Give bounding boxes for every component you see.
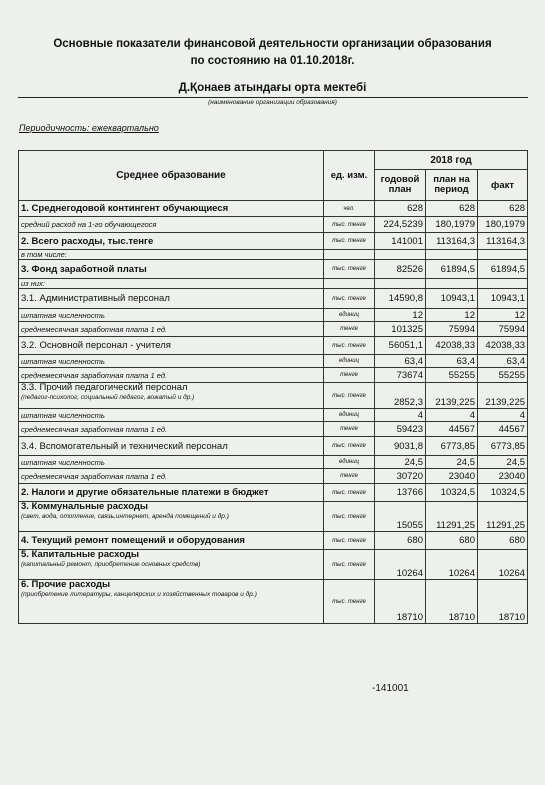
row-label [19,580,324,624]
row-period-plan: 10943,1 [426,289,478,309]
row-fact: 42038,33 [478,337,528,355]
row-label [19,233,324,250]
row-label [19,456,324,469]
row-unit: чел. [324,201,375,217]
row-label-text: 3. Фонд заработной платы [21,263,147,275]
row-annual-plan [375,250,426,260]
row-annual-plan: 628 [375,201,426,217]
header-period-plan: план на период [426,170,478,201]
row-label [19,201,324,217]
table-row [19,456,528,469]
title-line-1: Основные показатели финансовой деятельности организации образования [53,38,492,50]
row-fact: 680 [478,532,528,550]
row-fact: 75994 [478,322,528,337]
row-fact: 10943,1 [478,289,528,309]
row-fact: 11291,25 [478,502,528,532]
row-unit: единиц [324,355,375,368]
row-fact: 113164,3 [478,233,528,250]
row-period-plan: 628 [426,201,478,217]
row-label-text: 6. Прочие расходы [21,579,111,590]
row-label [19,322,324,337]
row-label-text: 5. Капитальные расходы [21,549,140,560]
row-label [19,289,324,309]
row-period-plan: 12 [426,309,478,322]
row-unit: тенге [324,422,375,437]
row-annual-plan: 56051,1 [375,337,426,355]
document-title [0,36,545,70]
row-period-plan: 24,5 [426,456,478,469]
row-note: (свет, вода, отопление, связь,интернет, аренда помещений и др.) [21,513,229,520]
row-label-text: 3.3. Прочий педагогический персонал [21,382,188,393]
row-unit: тыс. тенге [324,532,375,550]
table-body [19,201,528,624]
row-period-plan: 23040 [426,469,478,484]
row-fact: 63,4 [478,355,528,368]
row-label [19,550,324,580]
table-row [19,422,528,437]
row-fact: 2139,225 [478,383,528,409]
row-unit: тенге [324,368,375,383]
row-label [19,309,324,322]
row-annual-plan: 4 [375,409,426,422]
table-row [19,289,528,309]
row-period-plan: 4 [426,409,478,422]
row-period-plan [426,250,478,260]
row-label [19,217,324,233]
row-period-plan: 75994 [426,322,478,337]
row-note: (приобретение литературы, канцелярских и хозяйственных товаров и др.) [21,591,257,598]
table-row [19,580,528,624]
row-label-text: средний расход на 1-го обучающегося [21,220,157,229]
header-fact: факт [478,170,528,201]
header-year: 2018 год [375,151,528,170]
row-annual-plan: 59423 [375,422,426,437]
row-unit: единиц [324,309,375,322]
row-period-plan: 6773,85 [426,437,478,456]
row-label-text: штатная численность [21,457,105,467]
row-label-text: среднемесячная заработная плата 1 ед. [21,370,168,380]
row-period-plan: 18710 [426,580,478,624]
organization-name: Д.Қонаев атындағы орта мектебі [178,82,367,94]
row-period-plan: 180,1979 [426,217,478,233]
row-unit: единиц [324,456,375,469]
row-label-text: 2. Всего расходы, тыс.тенге [21,235,154,247]
row-period-plan: 55255 [426,368,478,383]
row-annual-plan: 141001 [375,233,426,250]
table-row [19,409,528,422]
row-label [19,279,324,289]
row-label-text: 3. Коммунальные расходы [21,501,149,512]
row-label-text: 3.2. Основной персонал - учителя [21,340,171,351]
header-annual-plan: годовой план [375,170,426,201]
row-note: (капитальный ремонт, приобретение основных средств) [21,561,201,568]
row-unit: тыс. тенге [324,550,375,580]
row-unit: тыс. тенге [324,580,375,624]
row-fact: 10324,5 [478,484,528,502]
row-unit: тыс. тенге [324,383,375,409]
row-label-text: штатная численность [21,410,105,420]
table-row [19,383,528,409]
row-label-text: из них: [21,279,45,288]
row-unit: тыс. тенге [324,217,375,233]
table-row [19,201,528,217]
row-unit: единиц [324,409,375,422]
row-label-text: среднемесячная заработная плата 1 ед. [21,324,168,334]
periodicity-label: Периодичность: ежеквартально [19,123,159,133]
row-label-text: 1. Среднегодовой контингент обучающиеся [21,203,229,214]
row-period-plan: 44567 [426,422,478,437]
row-annual-plan: 224,5239 [375,217,426,233]
row-annual-plan: 680 [375,532,426,550]
row-label-text: штатная численность [21,310,105,320]
row-annual-plan: 13766 [375,484,426,502]
row-unit: тыс. тенге [324,289,375,309]
row-unit: тенге [324,469,375,484]
row-fact: 18710 [478,580,528,624]
row-note: (педагог-психолог, социальный педагог, вожатый и др.) [21,394,195,401]
row-label [19,409,324,422]
row-annual-plan: 2852,3 [375,383,426,409]
title-line-2: по состоянию на 01.10.2018г. [190,55,355,67]
row-label [19,469,324,484]
row-fact: 12 [478,309,528,322]
table-row [19,309,528,322]
row-label [19,260,324,279]
header-unit: ед. изм. [324,151,375,201]
row-period-plan [426,279,478,289]
row-annual-plan: 9031,8 [375,437,426,456]
row-fact: 180,1979 [478,217,528,233]
row-unit: тыс. тенге [324,484,375,502]
table-row [19,368,528,383]
row-label-text: 3.1. Административный персонал [21,293,170,304]
row-label-text: 3.4. Вспомогательный и технический персонал [21,440,228,452]
table-row [19,550,528,580]
row-annual-plan: 10264 [375,550,426,580]
row-fact [478,279,528,289]
row-unit: тенге [324,322,375,337]
row-annual-plan: 101325 [375,322,426,337]
row-label [19,422,324,437]
row-period-plan: 2139,225 [426,383,478,409]
row-label-text: среднемесячная заработная плата 1 ед. [21,424,168,434]
row-annual-plan: 82526 [375,260,426,279]
table-row [19,250,528,260]
row-label [19,355,324,368]
table-row [19,337,528,355]
row-label [19,484,324,502]
table-row [19,260,528,279]
row-label-text: в том числе: [21,250,67,259]
row-label [19,437,324,456]
table-row [19,532,528,550]
row-fact: 23040 [478,469,528,484]
table-row [19,322,528,337]
row-unit: тыс. тенге [324,437,375,456]
organization-underline [18,97,528,98]
row-annual-plan [375,279,426,289]
row-unit: тыс. тенге [324,233,375,250]
row-period-plan: 42038,33 [426,337,478,355]
financial-indicators-table [18,150,528,624]
row-fact: 61894,5 [478,260,528,279]
row-period-plan: 63,4 [426,355,478,368]
footer-total-number: -141001 [372,683,409,694]
row-unit: тыс. тенге [324,260,375,279]
row-period-plan: 10264 [426,550,478,580]
header-name: Среднее образование [19,151,324,201]
row-period-plan: 61894,5 [426,260,478,279]
row-annual-plan: 12 [375,309,426,322]
row-unit [324,279,375,289]
row-label [19,532,324,550]
table-row [19,233,528,250]
row-label-text: штатная численность [21,356,105,366]
row-period-plan: 11291,25 [426,502,478,532]
row-label [19,337,324,355]
row-period-plan: 680 [426,532,478,550]
row-label [19,368,324,383]
row-period-plan: 10324,5 [426,484,478,502]
row-fact [478,250,528,260]
table-row [19,469,528,484]
row-annual-plan: 18710 [375,580,426,624]
row-fact: 24,5 [478,456,528,469]
table-row [19,484,528,502]
row-unit: тыс. тенге [324,502,375,532]
row-fact: 6773,85 [478,437,528,456]
row-label-text: 2. Налоги и другие обязательные платежи в бюджет [21,487,269,498]
row-label [19,502,324,532]
row-label [19,250,324,260]
row-annual-plan: 63,4 [375,355,426,368]
row-fact: 55255 [478,368,528,383]
row-period-plan: 113164,3 [426,233,478,250]
row-annual-plan: 15055 [375,502,426,532]
row-unit: тыс. тенге [324,337,375,355]
table-row [19,502,528,532]
row-label-text: среднемесячная заработная плата 1 ед. [21,471,168,481]
organization-caption: (наименование организации образования) [208,99,337,106]
row-annual-plan: 14590,8 [375,289,426,309]
row-label-text: 4. Текущий ремонт помещений и оборудования [21,535,245,546]
row-fact: 628 [478,201,528,217]
row-annual-plan: 73674 [375,368,426,383]
row-label [19,383,324,409]
table-row [19,217,528,233]
table-row [19,279,528,289]
row-annual-plan: 24,5 [375,456,426,469]
row-fact: 44567 [478,422,528,437]
row-unit [324,250,375,260]
row-fact: 10264 [478,550,528,580]
table-row [19,437,528,456]
row-annual-plan: 30720 [375,469,426,484]
table-row [19,355,528,368]
row-fact: 4 [478,409,528,422]
